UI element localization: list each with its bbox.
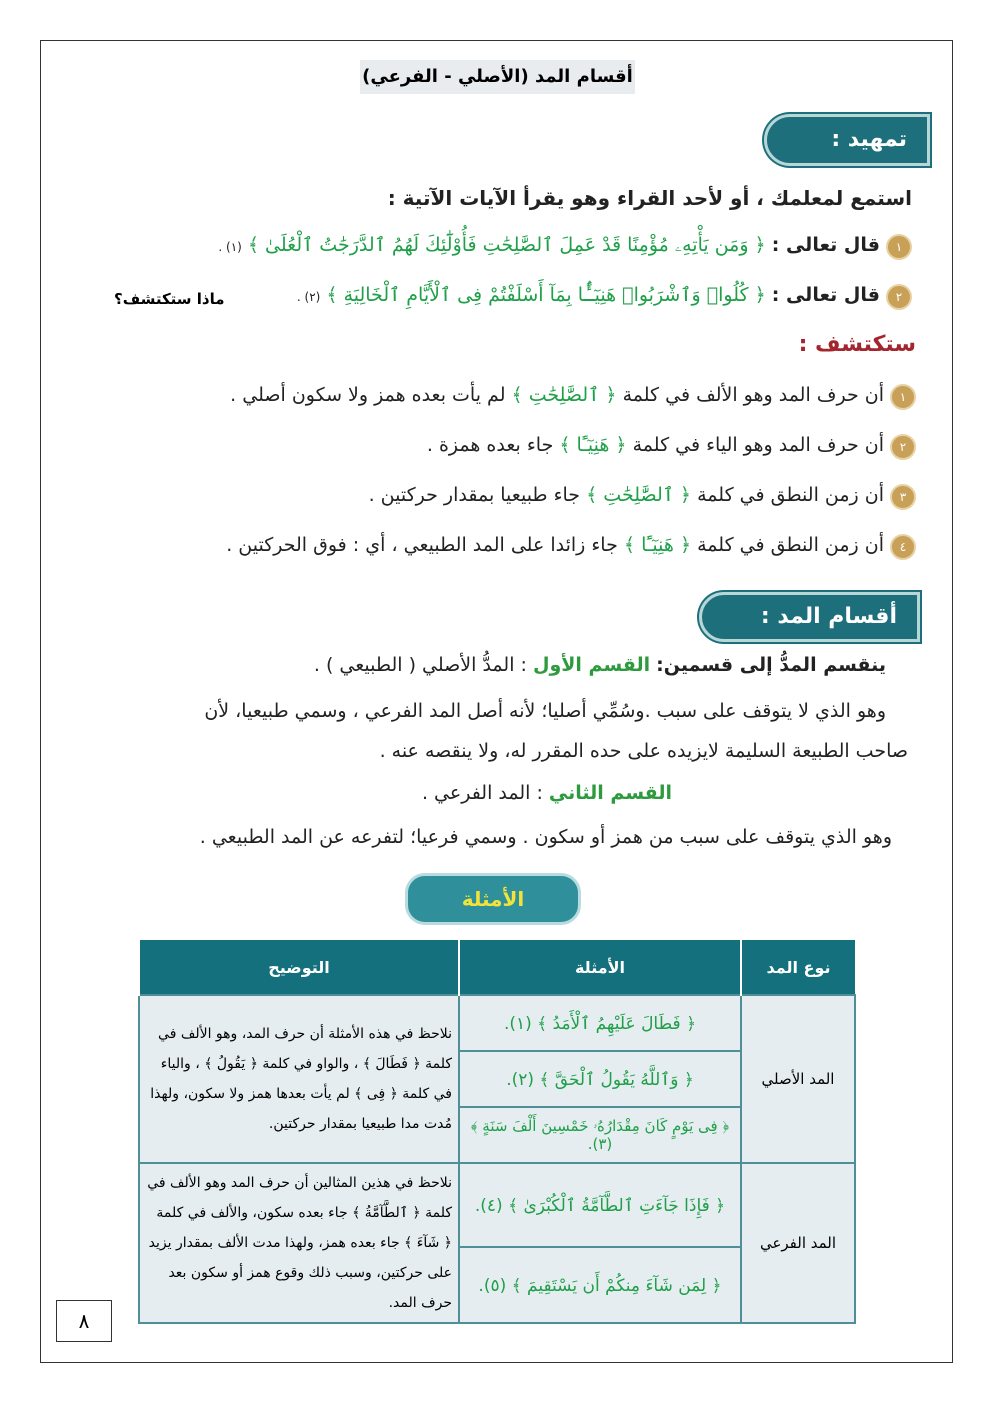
item-text: أن زمن النطق في كلمة bbox=[697, 484, 884, 506]
first-section bbox=[314, 654, 886, 676]
table-row bbox=[139, 995, 855, 1051]
discover-item bbox=[369, 484, 916, 510]
table-row bbox=[139, 1163, 855, 1247]
page-number: ٨ bbox=[56, 1300, 112, 1342]
item-text: جاء زائدا على المد الطبيعي ، أي : فوق الحركتين . bbox=[226, 534, 618, 556]
first-paragraph-2: صاحب الطبيعة السليمة لايزيده على حده المقرر له، ولا ينقصه عنه . bbox=[379, 740, 908, 762]
side-question: ماذا ستكتشف؟ bbox=[114, 290, 225, 308]
item-text: أن زمن النطق في كلمة bbox=[697, 534, 884, 556]
examples-table bbox=[138, 940, 856, 1324]
verse-text: ﴿ وَمَن يَأْتِهِۦ مُؤْمِنًا قَدْ عَمِلَ ٱلصَّٰلِحَٰتِ فَأُوْلَٰٓئِكَ لَهُمُ ٱلدَّرَجَٰتُ ٱلْعُلَىٰ ﴾ bbox=[247, 234, 766, 256]
discover-item bbox=[226, 534, 916, 560]
type-cell: المد الفرعي bbox=[741, 1163, 855, 1323]
footnote-ref: (١) . bbox=[218, 240, 242, 254]
number-badge: ١ bbox=[886, 234, 912, 260]
item-text: لم يأت بعده همز ولا سكون أصلي . bbox=[230, 384, 506, 406]
item-text: جاء بعده همزة . bbox=[426, 434, 554, 456]
column-header: التوضيح bbox=[139, 940, 459, 995]
quran-word: ﴿ ٱلصَّٰلِحَٰتِ ﴾ bbox=[586, 484, 692, 506]
type-cell: المد الأصلي bbox=[741, 995, 855, 1163]
section-label: القسم الثاني bbox=[548, 782, 672, 804]
column-header: الأمثلة bbox=[459, 940, 741, 995]
discover-item bbox=[230, 384, 916, 410]
lesson-title: أقسام المد (الأصلي - الفرعي) bbox=[360, 60, 635, 94]
example-cell: ﴿ فَإِذَا جَآءَتِ ٱلطَّآمَّةُ ٱلْكُبْرَىٰ ﴾ (٤). bbox=[459, 1163, 741, 1247]
table-header-row bbox=[139, 940, 855, 995]
first-paragraph-1: وهو الذي لا يتوقف على سبب .وسُمِّي أصليا؛ لأنه أصل المد الفرعي ، وسمي طبيعيا، لأن bbox=[204, 700, 886, 722]
column-header: نوع المد bbox=[741, 940, 855, 995]
section-text: : المدُّ الأصلي ( الطبيعي ) . bbox=[313, 654, 527, 676]
verse-prefix: قال تعالى : bbox=[771, 234, 880, 256]
explanation-cell: نلاحظ في هذه الأمثلة أن حرف المد، وهو الألف في كلمة ﴿ فَطَالَ ﴾ ، والواو في كلمة ﴿ يَقُولُ ﴾ ، والياء في كلمة ﴿ فِى ﴾ لم يأت بعدها همز ولا سكون، ولهذا مُدت مدا طبيعيا بمقدار حركتين. bbox=[139, 995, 459, 1163]
verse-1 bbox=[218, 234, 912, 260]
item-text: أن حرف المد وهو الألف في كلمة bbox=[622, 384, 884, 406]
example-cell: ﴿ فَطَالَ عَلَيْهِمُ ٱلْأَمَدُ ﴾ (١). bbox=[459, 995, 741, 1051]
verse-prefix: قال تعالى : bbox=[771, 284, 880, 306]
discover-item bbox=[427, 434, 916, 460]
lead-text: ينقسم المدُّ إلى قسمين: bbox=[656, 654, 886, 676]
discover-heading: ستكتشف : bbox=[798, 332, 916, 357]
second-paragraph: وهو الذي يتوقف على سبب من همز أو سكون . وسمي فرعيا؛ لتفرعه عن المد الطبيعي . bbox=[199, 826, 892, 848]
item-text: جاء طبيعيا بمقدار حركتين . bbox=[368, 484, 581, 506]
intro-banner: تمهيد : bbox=[764, 114, 930, 166]
explanation-cell: نلاحظ في هذين المثالين أن حرف المد وهو الألف في كلمة ﴿ ٱلطَّآمَّةُ ﴾ جاء بعده سكون، والألف في كلمة ﴿ شَآءَ ﴾ جاء بعده همز، ولهذا مدت الألف بمقدار يزيد على حركتين، وسبب ذلك وقوع همز أو سكون بعد حرف المد. bbox=[139, 1163, 459, 1323]
quran-word: ﴿ هَنِيٓـًٔا ﴾ bbox=[623, 534, 692, 556]
example-cell: ﴿ لِمَن شَآءَ مِنكُمْ أَن يَسْتَقِيمَ ﴾ (٥). bbox=[459, 1247, 741, 1323]
item-text: أن حرف المد وهو الياء في كلمة bbox=[632, 434, 884, 456]
quran-word: ﴿ ٱلصَّٰلِحَٰتِ ﴾ bbox=[511, 384, 617, 406]
number-badge: ٤ bbox=[890, 534, 916, 560]
verse-text: ﴿ كُلُوا۟ وَٱشْرَبُوا۟ هَنِيٓـًٔۢا بِمَآ أَسْلَفْتُمْ فِى ٱلْأَيَّامِ ٱلْخَالِيَةِ ﴾ bbox=[326, 284, 766, 306]
quran-word: ﴿ هَنِيٓـًٔا ﴾ bbox=[559, 434, 627, 456]
number-badge: ١ bbox=[890, 384, 916, 410]
examples-label: الأمثلة bbox=[405, 873, 581, 925]
number-badge: ٢ bbox=[890, 434, 916, 460]
example-cell: ﴿ وَٱللَّهُ يَقُولُ ٱلْحَقَّ ﴾ (٢). bbox=[459, 1051, 741, 1107]
example-cell: ﴿ فِى يَوْمٍ كَانَ مِقْدَارُهُۥ خَمْسِينَ أَلْفَ سَنَةٍ ﴾ (٣). bbox=[459, 1107, 741, 1163]
sections-banner: أقسام المد : bbox=[699, 592, 920, 642]
verse-2 bbox=[297, 284, 912, 310]
number-badge: ٢ bbox=[886, 284, 912, 310]
number-badge: ٣ bbox=[890, 484, 916, 510]
second-section bbox=[422, 782, 672, 804]
footnote-ref: (٢) . bbox=[296, 290, 321, 304]
section-label: القسم الأول bbox=[532, 654, 651, 676]
section-text: : المد الفرعي . bbox=[421, 782, 543, 804]
instruction: استمع لمعلمك ، أو لأحد القراء وهو يقرأ الآيات الآتية : bbox=[387, 186, 912, 210]
